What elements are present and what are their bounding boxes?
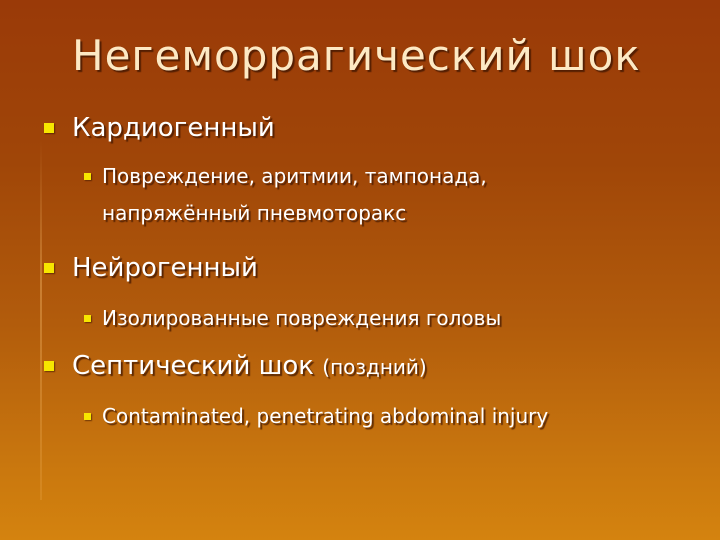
bullet-square-icon	[44, 123, 54, 133]
bullet-item-label-main: Септический шок	[72, 351, 323, 381]
bullet-item-label: Кардиогенный	[72, 113, 275, 143]
bullet-item-label	[72, 350, 427, 383]
sub-bullet-line-1: Contaminated, penetrating abdominal injury	[102, 404, 549, 428]
sub-bullet-line-1: Повреждение, аритмии, тампонада,	[102, 164, 487, 188]
bullet-square-icon	[44, 263, 54, 273]
sub-bullet-square-icon	[84, 173, 91, 180]
bullet-square-icon	[44, 361, 54, 371]
sub-bullet-line-2: напряжённый пневмоторакс	[102, 201, 407, 225]
sub-bullet-line-1: Изолированные повреждения головы	[102, 306, 502, 330]
sub-bullet-square-icon	[84, 413, 91, 420]
bullet-item-label-suffix: (поздний)	[322, 355, 427, 379]
sub-bullet-square-icon	[84, 315, 91, 322]
bullet-item-label: Нейрогенный	[72, 253, 258, 283]
slide-title: Негеморрагический шок	[72, 31, 641, 80]
